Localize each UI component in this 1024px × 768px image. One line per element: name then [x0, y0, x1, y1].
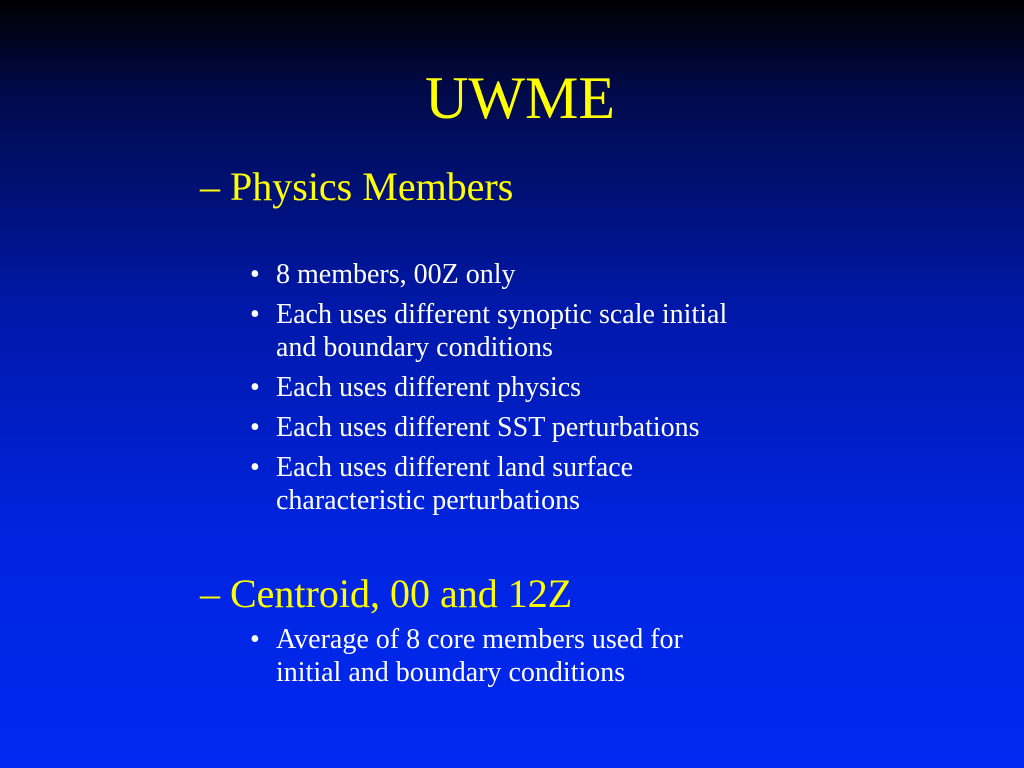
list-item — [250, 623, 683, 689]
dash-marker: – — [200, 571, 220, 616]
list-item-text-continued: and boundary conditions — [276, 332, 553, 363]
bullet-icon: • — [250, 452, 260, 483]
list-item — [250, 411, 727, 444]
list-item — [250, 258, 727, 291]
list-item-text-continued: initial and boundary conditions — [276, 657, 626, 688]
section-heading-centroid — [200, 571, 572, 617]
list-item-text: Each uses different land surface — [276, 452, 634, 483]
list-item — [250, 298, 727, 364]
list-item — [250, 371, 727, 404]
section-heading-physics-members — [200, 164, 513, 210]
slide-title: UWME — [425, 65, 615, 131]
bullet-list-centroid — [250, 623, 683, 696]
section-heading-text: Physics Members — [230, 164, 514, 209]
section-heading-text: Centroid, 00 and 12Z — [230, 571, 573, 616]
bullet-icon: • — [250, 259, 260, 290]
list-item-text: 8 members, 00Z only — [276, 259, 516, 290]
list-item-text: Each uses different synoptic scale initial — [276, 299, 728, 330]
bullet-icon: • — [250, 372, 260, 403]
list-item-text: Each uses different SST perturbations — [276, 412, 700, 443]
bullet-icon: • — [250, 412, 260, 443]
bullet-list-physics-members — [250, 258, 727, 524]
list-item-text-continued: characteristic perturbations — [276, 485, 580, 516]
bullet-icon: • — [250, 299, 260, 330]
bullet-icon: • — [250, 624, 260, 655]
list-item-text: Average of 8 core members used for — [276, 624, 683, 655]
dash-marker: – — [200, 164, 220, 209]
list-item-text: Each uses different physics — [276, 372, 582, 403]
list-item — [250, 451, 727, 517]
